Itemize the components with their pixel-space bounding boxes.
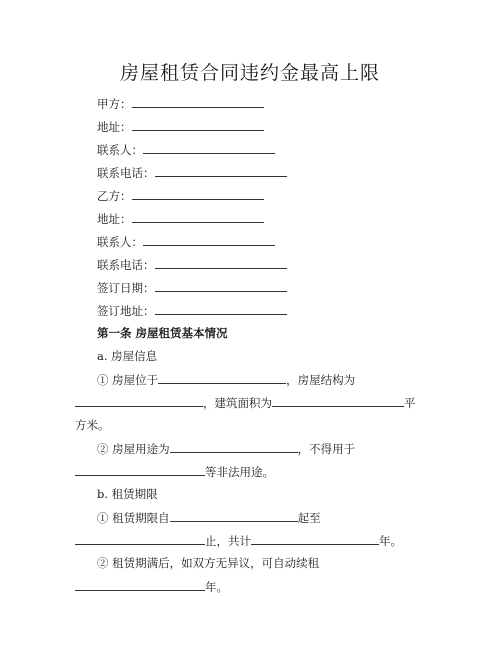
house-location-label: ① 房屋位于 (97, 373, 159, 387)
party-a-contact-row (97, 141, 275, 158)
renewal-row: ② 租赁期满后，如双方无异议，可自动续租 (97, 556, 320, 570)
lease-term-start-label: ① 租赁期限自 (97, 511, 170, 525)
party-b-phone-label: 联系电话： (97, 258, 155, 272)
house-structure-blank[interactable] (75, 394, 203, 407)
house-use-label: ② 房屋用途为 (97, 442, 170, 456)
party-b-phone-row (97, 256, 287, 273)
house-area-row (75, 394, 416, 411)
party-b-address-blank[interactable] (132, 210, 264, 223)
party-b-name-row (97, 187, 264, 204)
lease-term-start-blank[interactable] (170, 509, 298, 522)
sign-place-blank[interactable] (155, 302, 287, 315)
document-title: 房屋租赁合同违约金最高上限 (119, 62, 380, 84)
party-a-name-row (97, 95, 264, 112)
party-b-address-label: 地址： (97, 212, 132, 226)
party-b-name-label: 乙方： (97, 189, 132, 203)
party-b-contact-blank[interactable] (143, 233, 275, 246)
party-b-contact-row (97, 233, 275, 250)
party-b-address-row (97, 210, 264, 227)
house-illegal-use-label: 等非法用途。 (205, 465, 274, 479)
house-prohibited-label: ，不得用于 (297, 442, 356, 456)
house-area-unit-a: 平 (404, 396, 416, 410)
lease-term-end-row (75, 532, 402, 549)
party-a-phone-label: 联系电话： (97, 166, 155, 180)
house-structure-label: ，房屋结构为 (286, 373, 356, 387)
party-a-address-label: 地址： (97, 120, 132, 134)
house-area-label: ，建筑面积为 (203, 396, 272, 410)
renewal-years-unit: 年。 (205, 580, 228, 594)
house-use-blank[interactable] (170, 440, 298, 453)
renewal-years-row (75, 578, 228, 595)
party-b-name-blank[interactable] (132, 187, 264, 200)
party-a-contact-blank[interactable] (143, 141, 275, 154)
house-area-unit-row: 方米。 (75, 418, 110, 432)
party-a-contact-label: 联系人： (97, 143, 143, 157)
house-use-row (97, 440, 355, 457)
article-1-heading: 第一条 房屋租赁基本情况 (97, 326, 228, 340)
section-b-heading: b. 租赁期限 (97, 487, 158, 501)
sign-date-blank[interactable] (155, 279, 287, 292)
sign-place-row (97, 302, 287, 319)
party-b-phone-blank[interactable] (155, 256, 287, 269)
renewal-years-blank[interactable] (75, 578, 205, 591)
party-a-name-blank[interactable] (132, 95, 264, 108)
house-location-row (97, 371, 355, 388)
party-a-phone-row (97, 164, 287, 181)
house-illegal-use-row (75, 463, 274, 480)
party-a-address-blank[interactable] (132, 118, 264, 131)
house-area-blank[interactable] (272, 394, 404, 407)
sign-date-row (97, 279, 287, 296)
section-a-heading: a. 房屋信息 (97, 349, 158, 363)
lease-term-total-label: 止，共计 (205, 534, 251, 548)
party-a-name-label: 甲方： (97, 97, 132, 111)
house-prohibited-blank[interactable] (75, 463, 205, 476)
house-location-blank[interactable] (158, 371, 286, 384)
party-a-phone-blank[interactable] (155, 164, 287, 177)
lease-term-years-unit: 年。 (379, 534, 402, 548)
lease-term-row (97, 509, 321, 526)
party-b-contact-label: 联系人： (97, 235, 143, 249)
sign-place-label: 签订地址： (97, 304, 155, 318)
lease-term-end-blank[interactable] (75, 532, 205, 545)
lease-term-to-label: 起至 (297, 511, 321, 525)
sign-date-label: 签订日期： (97, 281, 155, 295)
lease-term-years-blank[interactable] (251, 532, 379, 545)
party-a-address-row (97, 118, 264, 135)
